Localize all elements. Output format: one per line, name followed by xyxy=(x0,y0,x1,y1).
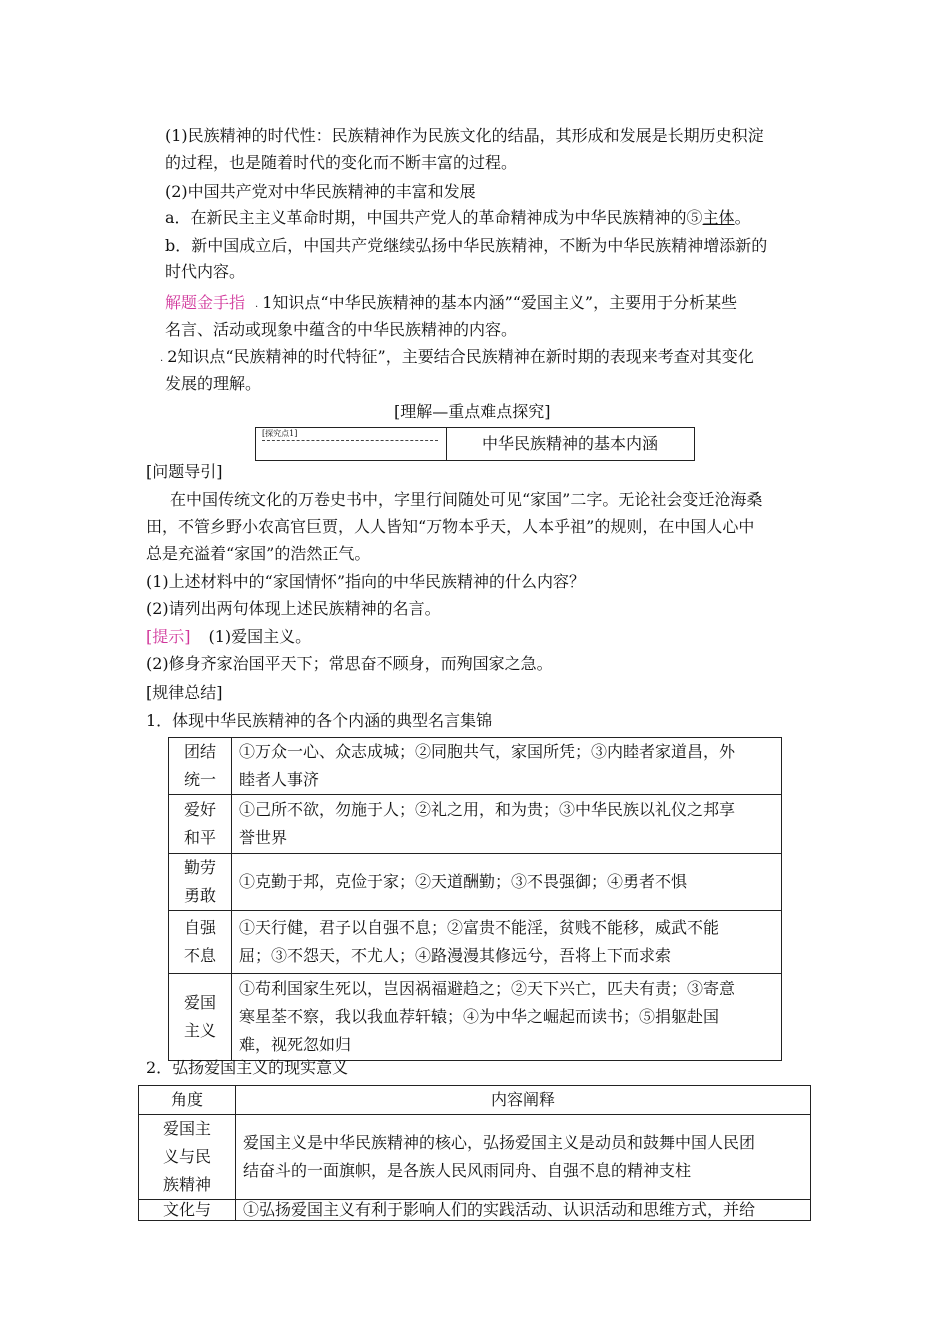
summary-header: [规律总结] xyxy=(146,683,223,702)
paragraph-line: (1)民族精神的时代性：民族精神作为民族文化的结晶，其形成和发展是长期历史积淀 xyxy=(165,126,764,145)
table-row xyxy=(139,1200,811,1221)
quotes-table-body xyxy=(169,738,782,1061)
tip-line: 名言、活动或现象中蕴含的中华民族精神的内容。 xyxy=(165,320,518,339)
row-value-cell xyxy=(232,854,782,911)
cell-line: 自强 xyxy=(183,918,216,937)
row-key-cell xyxy=(169,854,232,911)
cell-line: 勇敢 xyxy=(183,886,216,905)
row-value-cell xyxy=(236,1115,811,1200)
row-key-cell xyxy=(139,1115,236,1200)
header-cell: 角度 xyxy=(139,1086,236,1115)
question-item: (1)上述材料中的“家国情怀”指向的中华民族精神的什么内容？ xyxy=(146,572,586,591)
cell-line: 统一 xyxy=(183,770,216,789)
table-header-row xyxy=(139,1086,811,1115)
row-value-cell xyxy=(232,795,782,854)
row-key-cell xyxy=(169,974,232,1061)
cell-line: ①天行健，君子以自强不息；②富贵不能淫，贫贱不能移，威武不能 xyxy=(239,918,720,937)
tip-line xyxy=(160,347,754,369)
hint-line xyxy=(146,627,311,647)
cell-line: 义与民 xyxy=(162,1147,211,1166)
cell-line: ①己所不欲，勿施于人；②礼之用，和为贵；③中华民族以礼仪之邦享 xyxy=(239,800,736,819)
cell-line: ①苟利国家生死以，岂因祸福避趋之；②天下兴亡，匹夫有责；③寄意 xyxy=(239,979,736,998)
material-line: 田，不管乡野小农高官巨贾，人人皆知“万物本乎天，人本乎祖”的规则，在中国人心中 xyxy=(146,517,755,536)
dashed-divider xyxy=(262,440,438,441)
cell-line: 族精神 xyxy=(162,1175,211,1194)
summary-heading: 2．弘扬爱国主义的现实意义 xyxy=(146,1058,349,1077)
tip-text: 2知识点“民族精神的时代特征”，主要结合民族精神在新时期的表现来考查对其变化 xyxy=(167,347,754,366)
cell-line: 爱好 xyxy=(183,800,216,819)
tip-line xyxy=(165,293,737,315)
question-item: (2)请列出两句体现上述民族精神的名言。 xyxy=(146,599,441,618)
cell-line: 勤劳 xyxy=(183,858,216,877)
row-value-cell: ①弘扬爱国主义有利于影响人们的实践活动、认识活动和思维方式，并给 xyxy=(236,1200,811,1221)
text-run: 。 xyxy=(734,208,751,227)
explore-point-box xyxy=(255,427,695,461)
material-line: 总是充溢着“家国”的浩然正气。 xyxy=(146,544,371,563)
table-row xyxy=(169,974,782,1061)
row-key-cell xyxy=(169,795,232,854)
cell-line: 屈；③不怨天，不尤人；④路漫漫其修远兮，吾将上下而求索 xyxy=(239,946,672,965)
question-header: [问题导引] xyxy=(146,462,223,481)
cell-line: 和平 xyxy=(183,828,216,847)
cell-line: ①克勤于邦，克俭于家；②天道酬勤；③不畏强御；④勇者不惧 xyxy=(239,872,688,891)
table-row xyxy=(169,911,782,974)
hint-answer: (1)爱国主义。 xyxy=(208,627,312,646)
header-cell: 内容阐释 xyxy=(236,1086,811,1115)
table-row xyxy=(169,795,782,854)
cell-line: 誉世界 xyxy=(239,828,288,847)
explore-tag-cell xyxy=(256,428,447,460)
cell-line: 睦者人事济 xyxy=(239,770,320,789)
section-title: [理解—重点难点探究] xyxy=(394,402,551,421)
explore-tag: [探究点1] xyxy=(262,429,298,438)
cell-line: 团结 xyxy=(183,742,216,761)
cell-line: ①万众一心、众志成城；②同胞共气，家国所凭；③内睦者家道昌，外 xyxy=(239,742,736,761)
explore-title: 中华民族精神的基本内涵 xyxy=(481,434,658,453)
row-value-cell xyxy=(232,974,782,1061)
tip-text: 1知识点“中华民族精神的基本内涵”“爱国主义”，主要用于分析某些 xyxy=(262,293,738,312)
paragraph-line: 时代内容。 xyxy=(165,262,246,281)
bullet-dot: . xyxy=(160,353,164,364)
cell-line: 难，视死忽如归 xyxy=(239,1035,352,1054)
row-value-cell xyxy=(232,738,782,795)
cell-line: 爱国主 xyxy=(162,1119,211,1138)
tip-line: 发展的理解。 xyxy=(165,374,262,393)
cell-line: 爱国主义是中华民族精神的核心，弘扬爱国主义是动员和鼓舞中国人民团 xyxy=(243,1133,756,1152)
table-row xyxy=(169,854,782,911)
underlined-answer: 主体 xyxy=(702,208,735,227)
paragraph-line: 的过程，也是随着时代的变化而不断丰富的过程。 xyxy=(165,153,518,172)
cell-line: 不息 xyxy=(183,946,216,965)
patriotism-table xyxy=(138,1085,811,1221)
row-key-cell xyxy=(169,738,232,795)
hint-label: [提示] xyxy=(146,627,191,646)
cell-line: 寒星荃不察，我以我血荐轩辕；④为中华之崛起而读书；⑤捐躯赴国 xyxy=(239,1007,720,1026)
text-run: a．在新民主主义革命时期，中国共产党人的革命精神成为中华民族精神的⑤ xyxy=(165,208,703,227)
paragraph-line: (2)中国共产党对中华民族精神的丰富和发展 xyxy=(165,182,476,201)
row-key-cell: 文化与 xyxy=(139,1200,236,1221)
paragraph-line xyxy=(165,208,751,228)
quotes-table xyxy=(168,737,782,1061)
table-row xyxy=(169,738,782,795)
row-value-cell xyxy=(232,911,782,974)
bullet-dot: . xyxy=(255,299,259,310)
paragraph-line: b．新中国成立后，中国共产党继续弘扬中华民族精神，不断为中华民族精神增添新的 xyxy=(165,236,768,255)
tip-label: 解题金手指 xyxy=(165,293,246,312)
summary-heading: 1．体现中华民族精神的各个内涵的典型名言集锦 xyxy=(146,711,493,730)
material-line: 在中国传统文化的万卷史书中，字里行间随处可见“家国”二字。无论社会变迁沧海桑 xyxy=(170,490,763,509)
cell-line: 结奋斗的一面旗帜，是各族人民风雨同舟、自强不息的精神支柱 xyxy=(243,1161,692,1180)
hint-answer: (2)修身齐家治国平天下；常思奋不顾身，而殉国家之急。 xyxy=(146,654,553,673)
table-row xyxy=(139,1115,811,1200)
cell-line: 爱国 xyxy=(183,993,216,1012)
row-key-cell xyxy=(169,911,232,974)
cell-line: 主义 xyxy=(183,1021,216,1040)
